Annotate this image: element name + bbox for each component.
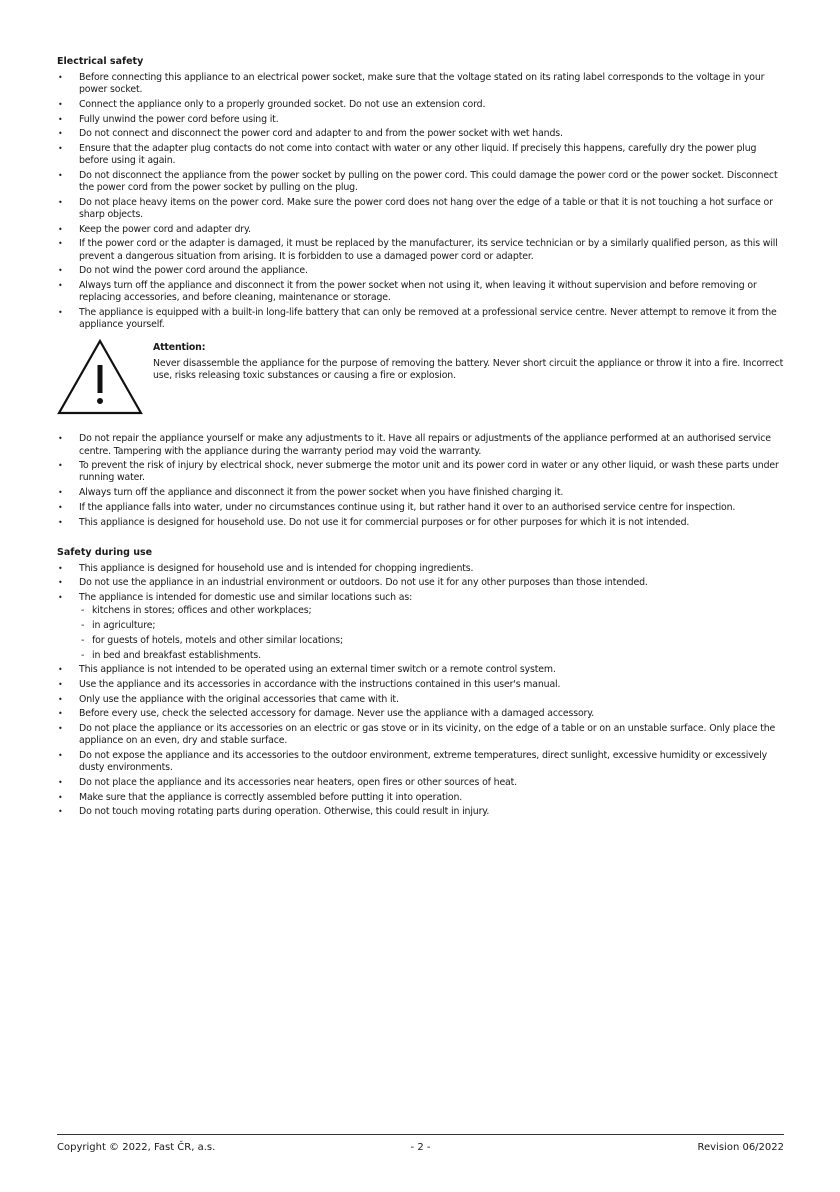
document-page — [57, 56, 784, 821]
sublist-item: - in bed and breakfast establishments. — [79, 650, 784, 662]
list-item: • Do not disconnect the appliance from the power socket by pulling on the power cord. This could damage the power cord or the power socket. Disconnect the power cord from the power socket by pulling on the plug. — [57, 170, 784, 194]
sublist-item: - for guests of hotels, motels and other similar locations; — [79, 635, 784, 647]
electrical-safety-list-continued — [57, 433, 784, 528]
section-title-electrical-safety: Electrical safety — [57, 56, 144, 67]
list-item: • To prevent the risk of injury by electrical shock, never submerge the motor unit and its power cord in water or any other liquid, or wash these parts under running water. — [57, 460, 784, 484]
list-item: • Do not place heavy items on the power cord. Make sure the power cord does not hang over the edge of a table or that it is not touching a hot surface or sharp objects. — [57, 197, 784, 221]
footer-revision: Revision 06/2022 — [697, 1142, 784, 1153]
location-sublist — [79, 605, 784, 661]
list-item-text: The appliance is intended for domestic use and similar locations such as: — [79, 592, 413, 604]
attention-title: Attention: — [153, 342, 206, 354]
list-item: • Do not use the appliance in an industrial environment or outdoors. Do not use it for any other purposes than those intended. — [57, 577, 784, 589]
attention-text-block — [153, 342, 785, 382]
list-item: • Make sure that the appliance is correctly assembled before putting it into operation. — [57, 792, 784, 804]
list-item: • Do not expose the appliance and its accessories to the outdoor environment, extreme temperatures, direct sunlight, excessive humidity or excessively dusty environments. — [57, 750, 784, 774]
list-item: • Fully unwind the power cord before using it. — [57, 114, 784, 126]
list-item: • Do not place the appliance and its accessories near heaters, open fires or other sources of heat. — [57, 777, 784, 789]
attention-body: Never disassemble the appliance for the purpose of removing the battery. Never short circuit the appliance or throw it into a fire. Incorrect use, risks releasing toxic substances or causing a fire or explosion. — [153, 357, 784, 381]
list-item: • Connect the appliance only to a properly grounded socket. Do not use an extension cord. — [57, 99, 784, 111]
list-item: • This appliance is not intended to be operated using an external timer switch or a remote control system. — [57, 664, 784, 676]
sublist-item: - kitchens in stores; offices and other workplaces; — [79, 605, 784, 617]
footer-divider — [57, 1134, 784, 1135]
safety-during-use-list — [57, 563, 784, 819]
list-item: • Do not wind the power cord around the appliance. — [57, 265, 784, 277]
list-item: • Always turn off the appliance and disconnect it from the power socket when you have finished charging it. — [57, 487, 784, 499]
attention-box — [57, 339, 784, 417]
section-title-safety-during-use: Safety during use — [57, 546, 153, 558]
electrical-safety-list — [57, 72, 784, 331]
list-item: • If the power cord or the adapter is damaged, it must be replaced by the manufacturer, its service technician or by a similarly qualified person, as this will prevent a dangerous situation from arising. It is forbidden to use a damaged power cord or adapter. — [57, 238, 784, 262]
list-item: • Keep the power cord and adapter dry. — [57, 224, 784, 236]
sublist-item: - in agriculture; — [79, 620, 784, 632]
list-item: • Do not place the appliance or its accessories on an electric or gas stove or in its vicinity, on the edge of a table or on an unstable surface. Only place the appliance on an even, dry and stable surface. — [57, 723, 784, 747]
list-item: • This appliance is designed for household use and is intended for chopping ingredients. — [57, 563, 784, 575]
list-item: • If the appliance falls into water, under no circumstances continue using it, but rather hand it over to an authorised service centre for inspection. — [57, 502, 784, 514]
warning-triangle-icon — [57, 339, 143, 415]
list-item: • Before every use, check the selected accessory for damage. Never use the appliance with a damaged accessory. — [57, 708, 784, 720]
list-item: • Only use the appliance with the original accessories that came with it. — [57, 694, 784, 706]
footer-page-number: - 2 - — [410, 1142, 431, 1153]
list-item: • Use the appliance and its accessories in accordance with the instructions contained in this user's manual. — [57, 679, 784, 691]
list-item: • Do not touch moving rotating parts during operation. Otherwise, this could result in injury. — [57, 806, 784, 818]
footer-copyright: Copyright © 2022, Fast ČR, a.s. — [57, 1142, 216, 1153]
list-item: • Ensure that the adapter plug contacts do not come into contact with water or any other liquid. If precisely this happens, carefully dry the power plug before using it again. — [57, 143, 784, 167]
list-item: • Before connecting this appliance to an electrical power socket, make sure that the voltage stated on its rating label corresponds to the voltage in your power socket. — [57, 72, 784, 96]
list-item-with-sublist — [57, 592, 784, 662]
list-item: • Always turn off the appliance and disconnect it from the power socket when not using it, when leaving it without supervision and before removing or replacing accessories, and before cleaning, maintenance or storage. — [57, 280, 784, 304]
list-item: • The appliance is equipped with a built-in long-life battery that can only be removed at a professional service centre. Never attempt to remove it from the appliance yourself. — [57, 307, 784, 331]
list-item: • Do not connect and disconnect the power cord and adapter to and from the power socket with wet hands. — [57, 128, 784, 140]
list-item: • This appliance is designed for household use. Do not use it for commercial purposes or for other purposes for which it is not intended. — [57, 517, 784, 529]
safety-during-use-section — [57, 547, 784, 819]
list-item: • Do not repair the appliance yourself or make any adjustments to it. Have all repairs or adjustments of the appliance performed at an authorised service centre. Tampering with the appliance during the warranty period may void the warranty. — [57, 433, 784, 457]
